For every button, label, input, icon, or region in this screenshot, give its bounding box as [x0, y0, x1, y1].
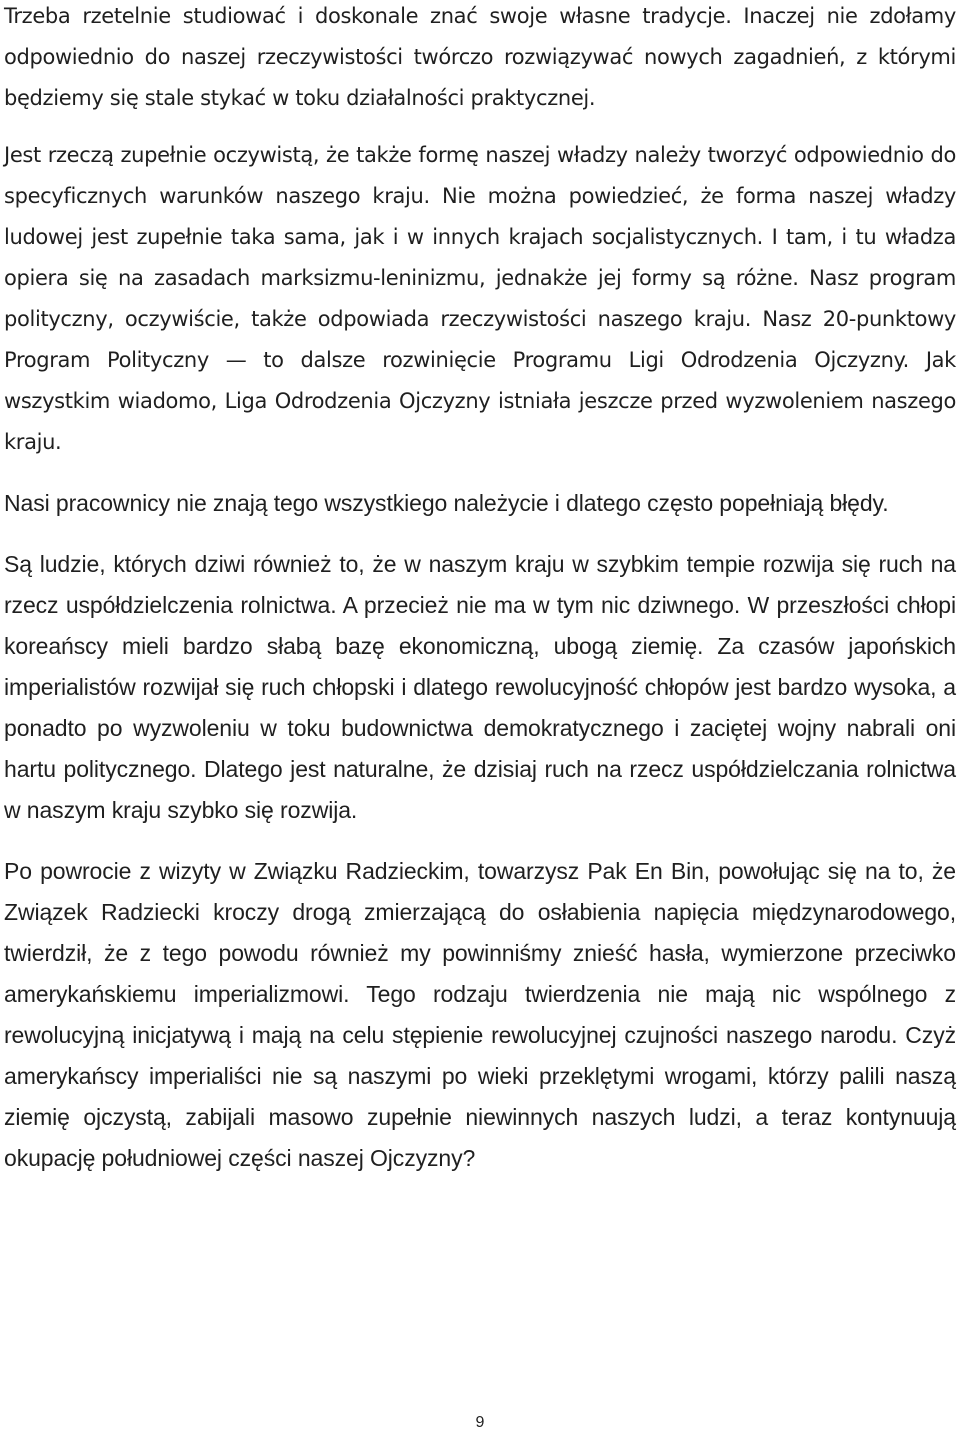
paragraph-5: Po powrocie z wizyty w Związku Radzieckim, towarzysz Pak En Bin, powołując się na to, że Związek Radziecki kroczy drogą zmierzającą do osłabienia napięcia międzynarodowego, twierdził, że z tego powodu również my powinniśmy znieść hasła, wymierzone przeciwko amerykańskiemu imperializmowi. Tego rodzaju twierdzenia nie mają nic wspólnego z rewolucyjną inicjatywą i mają na celu stępienie rewolucyjnej czujności naszego narodu. Czyż amerykańscy imperialiści nie są naszymi po wieki przeklętymi wrogami, którzy palili naszą ziemię ojczystą, zabijali masowo zupełnie niewinnych naszych ludzi, a teraz kontynuują okupację południowej części naszej Ojczyzny?	[4, 858, 956, 1171]
paragraph-3: Nasi pracownicy nie znają tego wszystkiego należycie i dlatego często popełniają błędy.	[4, 490, 889, 516]
page-number: 9	[475, 1414, 485, 1431]
document-page	[4, 0, 956, 1179]
paragraph-4: Są ludzie, których dziwi również to, że w naszym kraju w szybkim tempie rozwija się ruch na rzecz uspółdzielczenia rolnictwa. A przecież nie ma w tym nic dziwnego. W przeszłości chłopi koreańscy mieli bardzo słabą bazę ekonomiczną, ubogą ziemię. Za czasów japońskich imperialistów rozwijał się ruch chłopski i dlatego rewolucyjność chłopów jest bardzo wysoka, a ponadto po wyzwoleniu w toku budownictwa demokratycznego i zaciętej wojny nabrali oni hartu politycznego. Dlatego jest naturalne, że dzisiaj ruch na rzecz uspółdzielczania rolnictwa w naszym kraju szybko się rozwija.	[4, 551, 956, 823]
paragraph-1: Trzeba rzetelnie studiować i doskonale znać swoje własne tradycje. Inaczej nie zdołamy odpowiednio do naszej rzeczywistości twórczo rozwiązywać nowych zagadnień, z którymi będziemy się stale stykać w toku działalności praktycznej.	[4, 4, 956, 110]
paragraph-2: Jest rzeczą zupełnie oczywistą, że także formę naszej władzy należy tworzyć odpowiednio do specyficznych warunków naszego kraju. Nie można powiedzieć, że forma naszej władzy ludowej jest zupełnie taka sama, jak i w innych krajach socjalistycznych. I tam, i tu władza opiera się na zasadach marksizmu-leninizmu, jednakże jej formy są różne. Nasz program polityczny, oczywiście, także odpowiada rzeczywistości naszego kraju. Nasz 20-punktowy Program Polityczny — to dalsze rozwinięcie Programu Ligi Odrodzenia Ojczyzny. Jak wszystkim wiadomo, Liga Odrodzenia Ojczyzny istniała jeszcze przed wyzwoleniem naszego kraju.	[4, 143, 956, 454]
